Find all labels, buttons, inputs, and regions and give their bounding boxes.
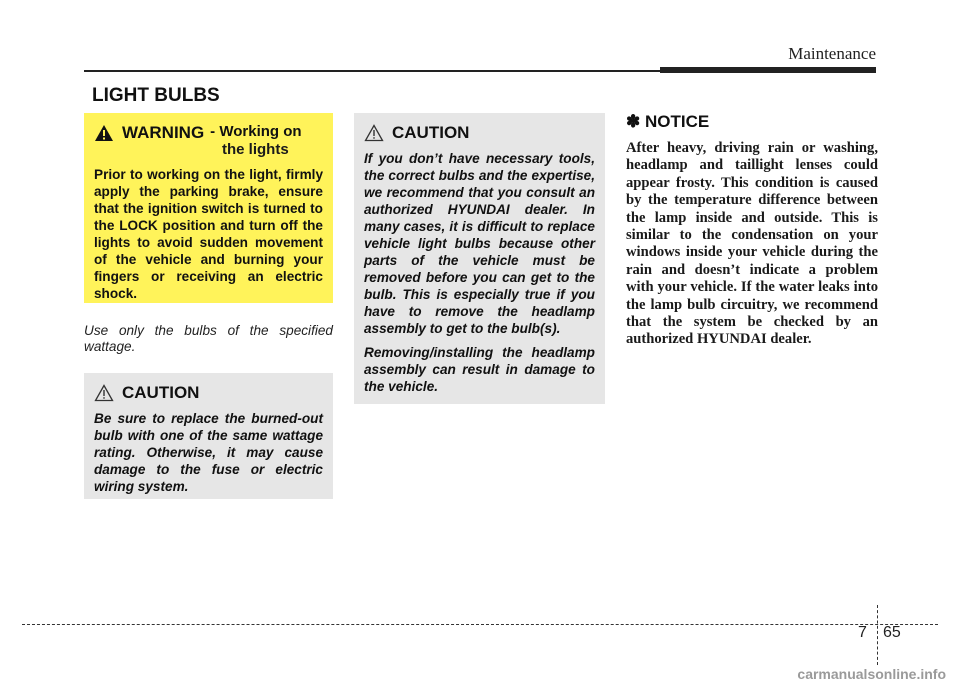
header-title: Maintenance [788, 44, 876, 63]
caution-mid-label: CAUTION [392, 123, 470, 142]
footer-rule [22, 624, 938, 625]
warning-header [94, 123, 323, 143]
usage-text: Use only the bulbs of the specified wattage. [84, 323, 333, 354]
header-rule-thick [660, 67, 876, 73]
warning-subtitle-1: - Working on [210, 123, 302, 140]
caution-left-label: CAUTION [122, 383, 200, 402]
warning-body: Prior to working on the light, firmly apply the parking brake, ensure that the ignition switch is turned to the LOCK position and turn off the lights to avoid sudden movement of the vehicle and burning your fingers or receiving an electric shock. [94, 167, 323, 301]
caution-mid-paragraph-2: Removing/installing the headlamp assembly can result in damage to the vehicle. [364, 345, 595, 394]
notice-body: After heavy, driving rain or washing, headlamp and taillight lenses could appear frosty. This condition is caused by the temperature difference between the lamp inside and outside. This is similar to the condensation on your windows inside your vehicle during the rain and doesn’t indicate a problem with your vehicle. If the water leaks into the lamp bulb circuitry, we recommend that the system be checked by an authorized HYUNDAI dealer. [626, 140, 878, 348]
warning-label: WARNING [122, 123, 205, 142]
caution-mid-paragraph-1: If you don’t have necessary tools, the correct bulbs and the expertise, we recommend that you consult an authorized HYUNDAI dealer. In many cases, it is difficult to replace vehicle light bulbs because other parts of the vehicle must be removed before you can get to the bulb. This is especially true if you have to remove the headlamp assembly to get to the bulb(s). [364, 151, 595, 336]
notice-asterisk-icon: ✽ [626, 112, 641, 131]
header-rule-thin [84, 70, 660, 72]
chapter-number: 7 [858, 624, 867, 641]
section-title: LIGHT BULBS [92, 85, 220, 106]
caution-left-body: Be sure to replace the burned-out bulb with one of the same wattage rating. Otherwise, it may cause damage to the fuse or electric wiring system. [94, 411, 323, 494]
caution-box-middle [354, 113, 605, 404]
caution-box-left [84, 373, 333, 499]
caution-mid-header [364, 123, 595, 143]
notice-header [626, 112, 709, 132]
warning-triangle-icon [94, 124, 114, 142]
footer-divider [877, 605, 878, 665]
notice-label: NOTICE [644, 112, 710, 131]
caution-mid-body [364, 150, 595, 395]
watermark: carmanualsonline.info [797, 666, 946, 682]
caution-triangle-icon [364, 124, 384, 142]
warning-subtitle-2: the lights [222, 141, 289, 158]
caution-left-header [94, 383, 323, 403]
page-number: 65 [883, 624, 901, 641]
caution-triangle-icon [94, 384, 114, 402]
warning-box [84, 113, 333, 303]
